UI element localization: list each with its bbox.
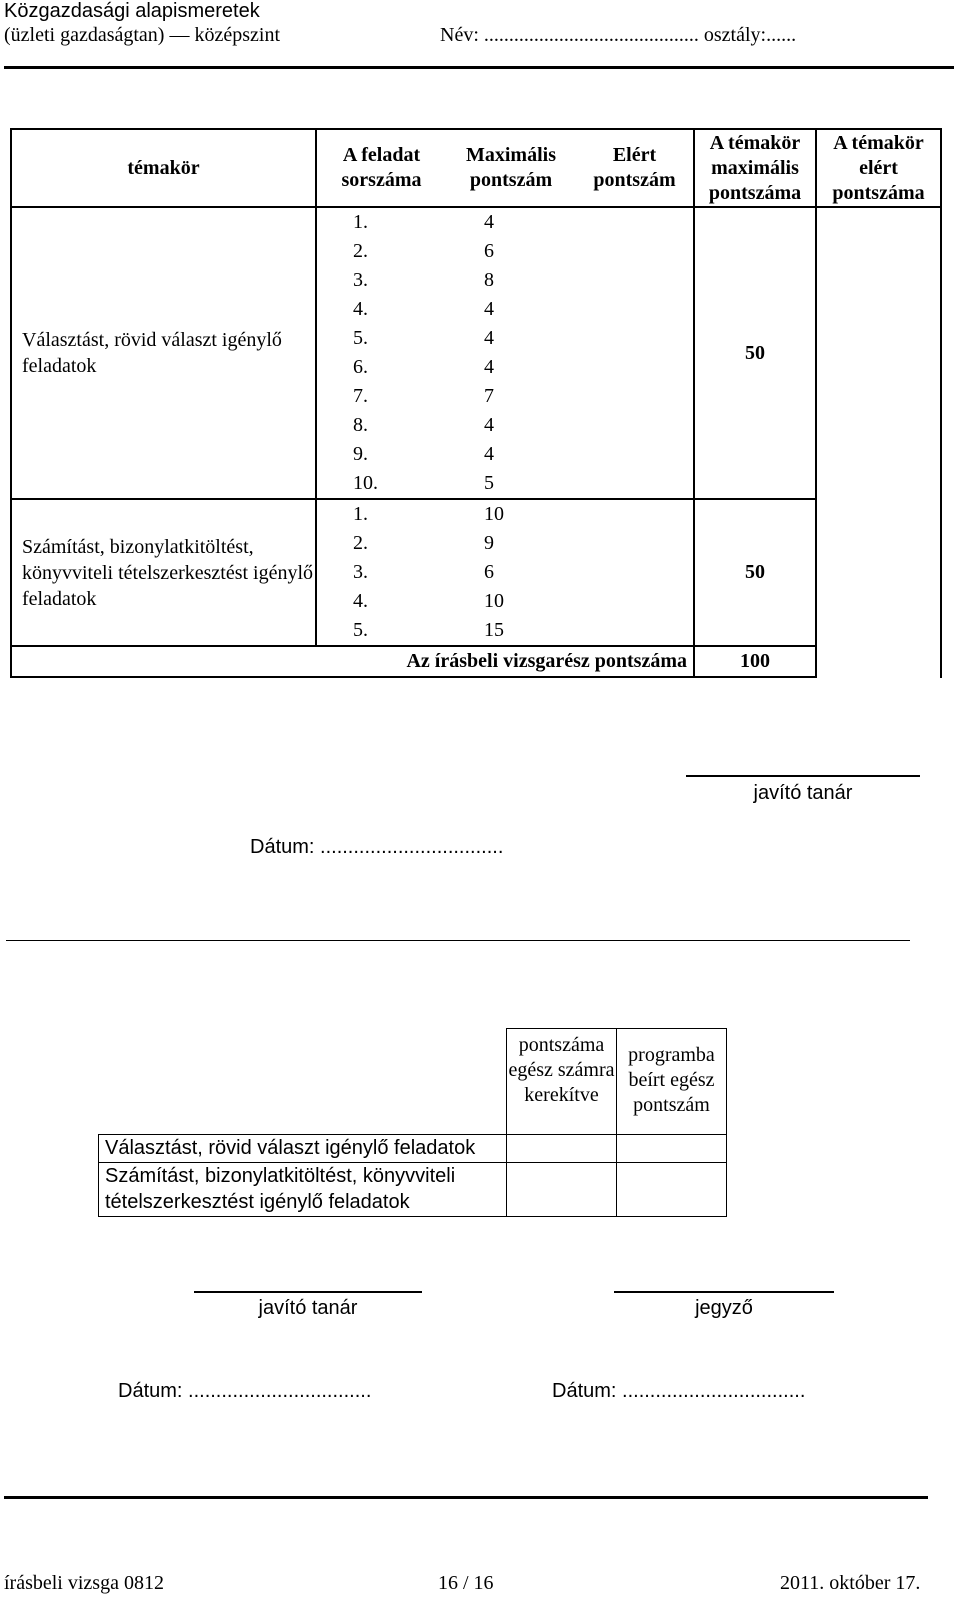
header-rounded-points: pontszáma egész számra kerekítve	[507, 1029, 617, 1135]
achieved-cell	[576, 237, 694, 266]
corner-cell	[99, 1029, 507, 1135]
section-divider	[6, 940, 910, 941]
signature-role-teacher: javító tanár	[258, 1297, 358, 1319]
task-max-points: 7	[484, 385, 494, 407]
footer-exam-code: írásbeli vizsga 0812	[4, 1572, 164, 1594]
task-number: 3.	[353, 561, 368, 583]
topic-cell: Számítást, bizonylatkitöltést, könyvviteli tételszerkesztést igénylő feladatok	[11, 499, 316, 646]
topic-max-cell: 50	[694, 207, 816, 499]
task-max-points: 5	[446, 469, 576, 499]
achieved-cell	[576, 295, 694, 324]
program-points-cell	[617, 1135, 727, 1163]
task-number: 4.	[353, 298, 368, 320]
total-value: 100	[694, 646, 816, 677]
achieved-cell	[576, 469, 694, 499]
name-class-field: Név: ........................................... osztály:......	[440, 24, 797, 46]
task-number: 1.	[353, 211, 368, 233]
task-number: 1.	[353, 503, 368, 525]
task-number: 5.	[353, 619, 368, 641]
signature-role-clerk: jegyző	[695, 1297, 753, 1319]
task-number: 2.	[353, 532, 368, 554]
achieved-cell	[576, 411, 694, 440]
task-number: 3.	[353, 269, 368, 291]
subject-title: Közgazdasági alapismeretek	[4, 0, 260, 22]
footer-rule	[4, 1496, 928, 1499]
topic-achieved-cell	[816, 207, 941, 677]
footer-date: 2011. október 17.	[780, 1572, 921, 1594]
date-field-teacher: Dátum: .................................	[118, 1380, 372, 1402]
total-label: Az írásbeli vizsgarész pontszáma	[11, 646, 694, 677]
row-label-choice-tasks: Választást, rövid választ igénylő feladatok	[99, 1135, 507, 1163]
task-number: 8.	[353, 414, 368, 436]
task-max-points: 4	[484, 211, 494, 233]
task-max-points: 9	[484, 532, 494, 554]
header-program-points: programba beírt egész pontszám	[617, 1029, 727, 1135]
task-max-points: 4	[484, 298, 494, 320]
task-max-points: 4	[484, 356, 494, 378]
topic-cell: Választást, rövid választ igénylő feladatok	[11, 207, 316, 499]
task-number: 2.	[353, 240, 368, 262]
header-achieved: Elért pontszám	[576, 129, 694, 207]
footer-page-number: 16 / 16	[438, 1572, 494, 1594]
achieved-cell	[576, 587, 694, 616]
topic-max-cell: 50	[694, 499, 816, 646]
signature-line-teacher	[194, 1291, 422, 1293]
achieved-cell	[576, 440, 694, 469]
program-points-cell	[617, 1163, 727, 1217]
rounded-points-cell	[507, 1135, 617, 1163]
achieved-cell	[576, 324, 694, 353]
task-max-points: 10	[484, 503, 504, 525]
achieved-cell	[576, 499, 694, 529]
task-number: 7.	[353, 385, 368, 407]
header-rule	[4, 66, 954, 69]
task-number: 9.	[353, 443, 368, 465]
achieved-cell	[576, 207, 694, 237]
achieved-cell	[576, 353, 694, 382]
task-max-points: 4	[484, 443, 494, 465]
header-max-points: Maximális pontszám	[446, 129, 576, 207]
signature-line-clerk	[614, 1291, 834, 1293]
task-max-points: 15	[484, 619, 504, 641]
achieved-cell	[576, 382, 694, 411]
row-label-calc-tasks: Számítást, bizonylatkitöltést, könyvviteli tételszerkesztést igénylő feladatok	[99, 1163, 507, 1217]
rounded-score-table	[98, 1028, 727, 1217]
task-max-points: 4	[484, 414, 494, 436]
task-max-points: 8	[484, 269, 494, 291]
subject-level: (üzleti gazdaságtan) — középszint	[4, 24, 280, 46]
task-number: 6.	[353, 356, 368, 378]
header-topic-achieved: A témakör elért pontszáma	[816, 129, 941, 207]
header-topic-max: A témakör maximális pontszáma	[694, 129, 816, 207]
signature-role: javító tanár	[753, 782, 853, 804]
task-number: 4.	[353, 590, 368, 612]
achieved-cell	[576, 529, 694, 558]
score-table	[10, 128, 942, 678]
date-field-clerk: Dátum: .................................	[552, 1380, 806, 1402]
achieved-cell	[576, 266, 694, 295]
task-number: 5.	[353, 327, 368, 349]
header-topic: témakör	[11, 129, 316, 207]
task-max-points: 10	[484, 590, 504, 612]
header-task-no: A feladat sorszáma	[316, 129, 446, 207]
date-field: Dátum: .................................	[250, 836, 504, 858]
achieved-cell	[576, 558, 694, 587]
achieved-cell	[576, 616, 694, 646]
task-max-points: 4	[484, 327, 494, 349]
rounded-points-cell	[507, 1163, 617, 1217]
signature-line	[686, 775, 920, 777]
task-max-points: 6	[484, 240, 494, 262]
task-max-points: 6	[484, 561, 494, 583]
task-number: 10.	[316, 469, 446, 499]
